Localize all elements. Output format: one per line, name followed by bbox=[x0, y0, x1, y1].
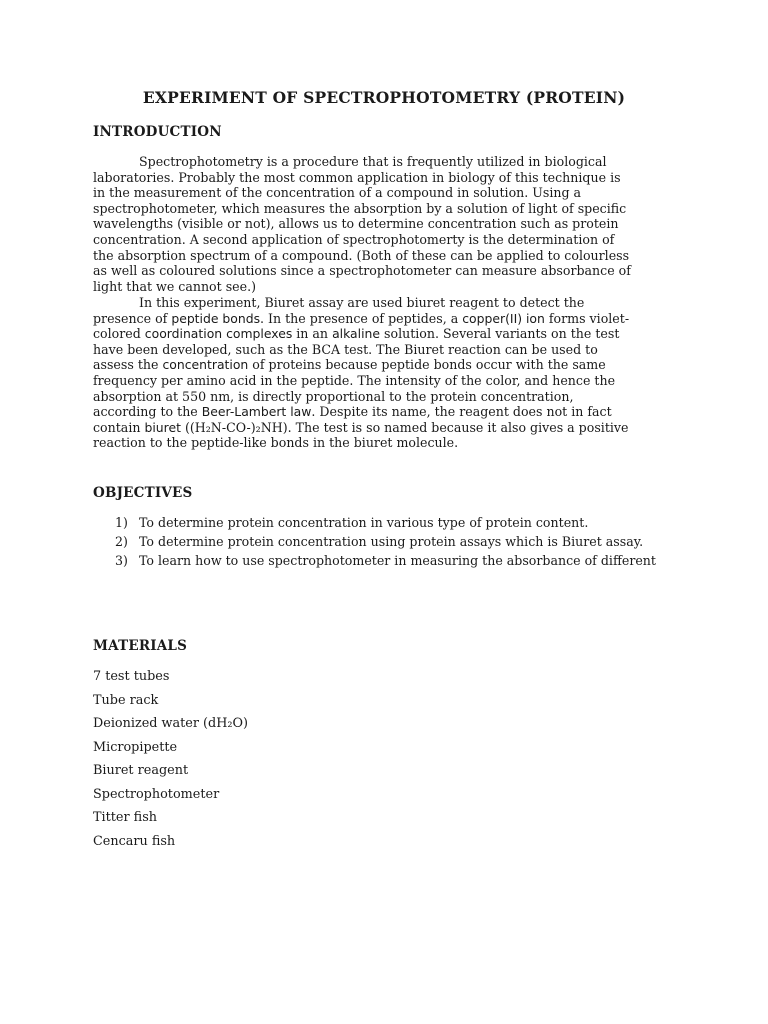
material-item: Cencaru fish bbox=[93, 834, 176, 849]
text-run: contain bbox=[93, 419, 145, 435]
objective-number: 3) bbox=[115, 553, 128, 568]
material-item: Biuret reagent bbox=[93, 763, 189, 778]
alkaline-link[interactable]: alkaline bbox=[332, 326, 381, 342]
material-item: Micropipette bbox=[93, 740, 178, 755]
biuret-link[interactable]: biuret bbox=[144, 419, 181, 435]
text-line bbox=[93, 311, 675, 327]
objective-item bbox=[93, 534, 675, 550]
objective-text: To determine protein concentration using protein assays which is Biuret assay. bbox=[139, 534, 644, 549]
text-line: have been developed, such as the BCA test. The Biuret reaction can be used to bbox=[93, 341, 598, 357]
text-run: colored bbox=[93, 326, 145, 342]
text-run: . In the presence of peptides, a bbox=[260, 310, 463, 326]
concentration-link[interactable]: concentration bbox=[162, 357, 249, 373]
text-run: according to the bbox=[93, 404, 202, 420]
objective-text: To learn how to use spectrophotometer in measuring the absorbance of different bbox=[139, 553, 656, 568]
introduction-paragraph-1 bbox=[93, 154, 675, 294]
text-run: solution. Several variants on the test bbox=[380, 326, 620, 342]
peptide-bonds-link[interactable]: peptide bonds bbox=[171, 310, 261, 326]
material-item: 7 test tubes bbox=[93, 669, 170, 684]
text-line: in the measurement of the concentration of a compound in solution. Using a bbox=[93, 185, 582, 201]
document-title: EXPERIMENT OF SPECTROPHOTOMETRY (PROTEIN) bbox=[142, 88, 626, 107]
material-item: Tube rack bbox=[93, 693, 159, 708]
text-line bbox=[93, 404, 675, 420]
material-item: Titter fish bbox=[93, 810, 158, 825]
objectives-heading: OBJECTIVES bbox=[93, 485, 193, 501]
text-run: in an bbox=[292, 326, 333, 342]
text-line: frequency per amino acid in the peptide. The intensity of the color, and hence the bbox=[93, 372, 616, 388]
text-run: of proteins because peptide bonds occur with the same bbox=[248, 357, 606, 373]
introduction-paragraph-2 bbox=[93, 295, 675, 451]
introduction-heading: INTRODUCTION bbox=[93, 124, 222, 140]
copper-ion-link[interactable]: copper(II) ion bbox=[462, 310, 545, 326]
text-run: presence of bbox=[93, 310, 172, 326]
text-line: In this experiment, Biuret assay are used biuret reagent to detect the bbox=[139, 295, 585, 310]
text-line: absorption at 550 nm, is directly proportional to the protein concentration, bbox=[93, 388, 574, 404]
objective-item bbox=[93, 515, 675, 531]
text-line: reaction to the peptide-like bonds in the biuret molecule. bbox=[93, 435, 459, 451]
text-run: . Despite its name, the reagent does not in fact bbox=[311, 404, 612, 420]
text-run: ((H₂N-CO-)₂NH). The test is so named because it also gives a positive bbox=[180, 419, 629, 435]
coordination-complexes-link[interactable]: coordination complexes bbox=[144, 326, 293, 342]
text-line: spectrophotometer, which measures the absorption by a solution of light of specific bbox=[93, 200, 627, 216]
text-line: the absorption spectrum of a compound. (Both of these can be applied to colourless bbox=[93, 247, 630, 263]
objectives-list bbox=[93, 515, 675, 572]
objective-number: 1) bbox=[115, 515, 128, 530]
beer-lambert-law-link[interactable]: Beer-Lambert law bbox=[201, 404, 312, 420]
text-line bbox=[93, 326, 675, 342]
material-item: Spectrophotometer bbox=[93, 787, 220, 802]
text-run: assess the bbox=[93, 357, 163, 373]
text-line: light that we cannot see.) bbox=[93, 278, 256, 294]
text-line bbox=[93, 420, 675, 436]
text-line: as well as coloured solutions since a spectrophotometer can measure absorbance of bbox=[93, 263, 631, 279]
objective-text: To determine protein concentration in various type of protein content. bbox=[139, 515, 589, 530]
text-run: forms violet- bbox=[544, 310, 630, 326]
objective-number: 2) bbox=[115, 534, 128, 549]
text-line: Spectrophotometry is a procedure that is frequently utilized in biological bbox=[139, 154, 607, 169]
material-item: Deionized water (dH₂O) bbox=[93, 716, 248, 731]
text-line bbox=[93, 357, 675, 373]
text-line: concentration. A second application of spectrophotomerty is the determination of bbox=[93, 231, 615, 247]
objective-item bbox=[93, 553, 675, 569]
text-line: laboratories. Probably the most common application in biology of this technique is bbox=[93, 169, 621, 185]
text-line: wavelengths (visible or not), allows us to determine concentration such as protein bbox=[93, 216, 619, 232]
materials-heading: MATERIALS bbox=[93, 638, 188, 654]
